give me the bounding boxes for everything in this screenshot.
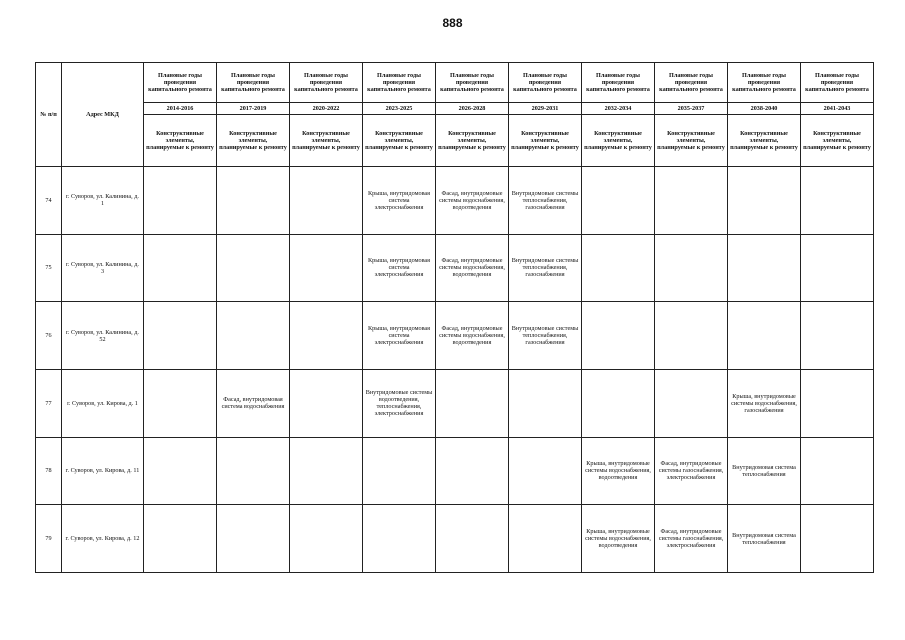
- header-elements-caption: Конструктивные элементы, планируемые к ремонту: [728, 115, 801, 167]
- row-cell-elements: [728, 302, 801, 370]
- header-period: 2026-2028: [436, 103, 509, 115]
- row-cell-elements: [290, 505, 363, 573]
- row-cell-elements: [801, 167, 874, 235]
- row-cell-elements: Фасад, внутридомовые системы газоснабжения, электроснабжения: [655, 505, 728, 573]
- row-cell-elements: [509, 369, 582, 437]
- row-number: 79: [36, 505, 62, 573]
- row-cell-elements: [801, 505, 874, 573]
- capital-repair-schedule-table: [35, 62, 874, 573]
- header-elements-caption: Конструктивные элементы, планируемые к ремонту: [363, 115, 436, 167]
- row-number: 74: [36, 167, 62, 235]
- row-cell-elements: [290, 437, 363, 505]
- row-cell-elements: Фасад, внутридомовые системы газоснабжения, электроснабжения: [655, 437, 728, 505]
- header-elements-caption: Конструктивные элементы, планируемые к ремонту: [217, 115, 290, 167]
- header-period-caption: Плановые годы проведения капитального ремонта: [728, 63, 801, 103]
- row-cell-elements: [144, 234, 217, 302]
- row-cell-elements: [144, 369, 217, 437]
- row-cell-elements: [217, 505, 290, 573]
- row-cell-elements: Крыша, внутридомовые системы водоснабжения, водоотведения: [582, 505, 655, 573]
- row-cell-elements: [436, 505, 509, 573]
- header-number: № п/п: [36, 63, 62, 167]
- row-cell-elements: [509, 505, 582, 573]
- row-address: г. Суворов, ул. Калинина, д. 1: [62, 167, 144, 235]
- row-cell-elements: [509, 437, 582, 505]
- row-cell-elements: [801, 369, 874, 437]
- row-cell-elements: [217, 302, 290, 370]
- header-period: 2014-2016: [144, 103, 217, 115]
- header-elements-caption: Конструктивные элементы, планируемые к ремонту: [582, 115, 655, 167]
- row-cell-elements: [728, 234, 801, 302]
- row-cell-elements: Фасад, внутридомовые системы водоснабжения, водоотведения: [436, 234, 509, 302]
- row-cell-elements: Внутридомовые системы водоотведения, теплоснабжения, электроснабжения: [363, 369, 436, 437]
- header-elements-caption: Конструктивные элементы, планируемые к ремонту: [509, 115, 582, 167]
- row-cell-elements: [655, 369, 728, 437]
- row-cell-elements: [655, 167, 728, 235]
- row-cell-elements: Внутридомовые системы теплоснабжения, газоснабжения: [509, 167, 582, 235]
- row-cell-elements: [801, 302, 874, 370]
- table-row: [36, 437, 874, 505]
- header-period-caption: Плановые годы проведения капитального ремонта: [290, 63, 363, 103]
- header-period-caption: Плановые годы проведения капитального ремонта: [655, 63, 728, 103]
- row-cell-elements: [582, 167, 655, 235]
- row-cell-elements: Крыша, внутридомовые системы водоснабжения, газоснабжения: [728, 369, 801, 437]
- header-period-caption: Плановые годы проведения капитального ремонта: [436, 63, 509, 103]
- row-cell-elements: [363, 505, 436, 573]
- table-row: [36, 302, 874, 370]
- row-cell-elements: [655, 234, 728, 302]
- row-cell-elements: Внутридомовые системы теплоснабжения, газоснабжения: [509, 302, 582, 370]
- row-cell-elements: Внутридомовая система теплоснабжения: [728, 505, 801, 573]
- row-cell-elements: [217, 437, 290, 505]
- row-number: 75: [36, 234, 62, 302]
- header-period-caption: Плановые годы проведения капитального ремонта: [801, 63, 874, 103]
- row-cell-elements: Крыша, внутридомовая система электроснабжения: [363, 167, 436, 235]
- header-period-caption: Плановые годы проведения капитального ремонта: [144, 63, 217, 103]
- row-cell-elements: [363, 437, 436, 505]
- header-period: 2023-2025: [363, 103, 436, 115]
- row-cell-elements: [144, 302, 217, 370]
- header-period: 2035-2037: [655, 103, 728, 115]
- row-address: г. Суворов, ул. Кирова, д. 12: [62, 505, 144, 573]
- page-number: 888: [442, 16, 463, 30]
- row-cell-elements: Внутридомовые системы теплоснабжения, газоснабжения: [509, 234, 582, 302]
- header-row-captions: [36, 63, 874, 103]
- table-row: [36, 167, 874, 235]
- header-row-periods: [36, 103, 874, 115]
- header-period-caption: Плановые годы проведения капитального ремонта: [582, 63, 655, 103]
- row-cell-elements: [436, 369, 509, 437]
- row-cell-elements: Фасад, внутридомовые системы водоснабжения, водоотведения: [436, 167, 509, 235]
- row-cell-elements: [290, 369, 363, 437]
- header-row-elements: [36, 115, 874, 167]
- row-cell-elements: Крыша, внутридомовая система электроснабжения: [363, 302, 436, 370]
- header-period-caption: Плановые годы проведения капитального ремонта: [217, 63, 290, 103]
- row-address: г. Суворов, ул. Калинина, д. 52: [62, 302, 144, 370]
- header-period: 2041-2043: [801, 103, 874, 115]
- row-cell-elements: Фасад, внутридомовые системы водоснабжения, водоотведения: [436, 302, 509, 370]
- row-cell-elements: Крыша, внутридомовая система электроснабжения: [363, 234, 436, 302]
- header-period: 2038-2040: [728, 103, 801, 115]
- header-elements-caption: Конструктивные элементы, планируемые к ремонту: [655, 115, 728, 167]
- row-number: 77: [36, 369, 62, 437]
- row-cell-elements: [582, 369, 655, 437]
- table-row: [36, 234, 874, 302]
- row-cell-elements: [290, 167, 363, 235]
- row-cell-elements: [217, 167, 290, 235]
- row-cell-elements: [290, 302, 363, 370]
- row-cell-elements: [290, 234, 363, 302]
- row-address: г. Суворов, ул. Кирова, д. 11: [62, 437, 144, 505]
- row-address: г. Суворов, ул. Калинина, д. 3: [62, 234, 144, 302]
- header-period: 2032-2034: [582, 103, 655, 115]
- row-cell-elements: [436, 437, 509, 505]
- row-cell-elements: [217, 234, 290, 302]
- header-elements-caption: Конструктивные элементы, планируемые к ремонту: [144, 115, 217, 167]
- row-cell-elements: [801, 234, 874, 302]
- row-cell-elements: [582, 234, 655, 302]
- header-period-caption: Плановые годы проведения капитального ремонта: [509, 63, 582, 103]
- row-cell-elements: [655, 302, 728, 370]
- header-elements-caption: Конструктивные элементы, планируемые к ремонту: [290, 115, 363, 167]
- row-address: г. Суворов, ул. Кирова, д. 1: [62, 369, 144, 437]
- header-period: 2029-2031: [509, 103, 582, 115]
- row-cell-elements: [144, 505, 217, 573]
- header-period: 2020-2022: [290, 103, 363, 115]
- header-period: 2017-2019: [217, 103, 290, 115]
- table-row: [36, 505, 874, 573]
- header-address: Адрес МКД: [62, 63, 144, 167]
- header-elements-caption: Конструктивные элементы, планируемые к ремонту: [436, 115, 509, 167]
- row-cell-elements: Внутридомовая система теплоснабжения: [728, 437, 801, 505]
- row-cell-elements: [144, 437, 217, 505]
- table-row: [36, 369, 874, 437]
- row-cell-elements: [582, 302, 655, 370]
- header-period-caption: Плановые годы проведения капитального ремонта: [363, 63, 436, 103]
- row-cell-elements: [801, 437, 874, 505]
- row-cell-elements: Крыша, внутридомовые системы водоснабжения, водоотведения: [582, 437, 655, 505]
- row-cell-elements: [728, 167, 801, 235]
- row-number: 78: [36, 437, 62, 505]
- row-number: 76: [36, 302, 62, 370]
- row-cell-elements: [144, 167, 217, 235]
- row-cell-elements: Фасад, внутридомовая система водоснабжения: [217, 369, 290, 437]
- header-elements-caption: Конструктивные элементы, планируемые к ремонту: [801, 115, 874, 167]
